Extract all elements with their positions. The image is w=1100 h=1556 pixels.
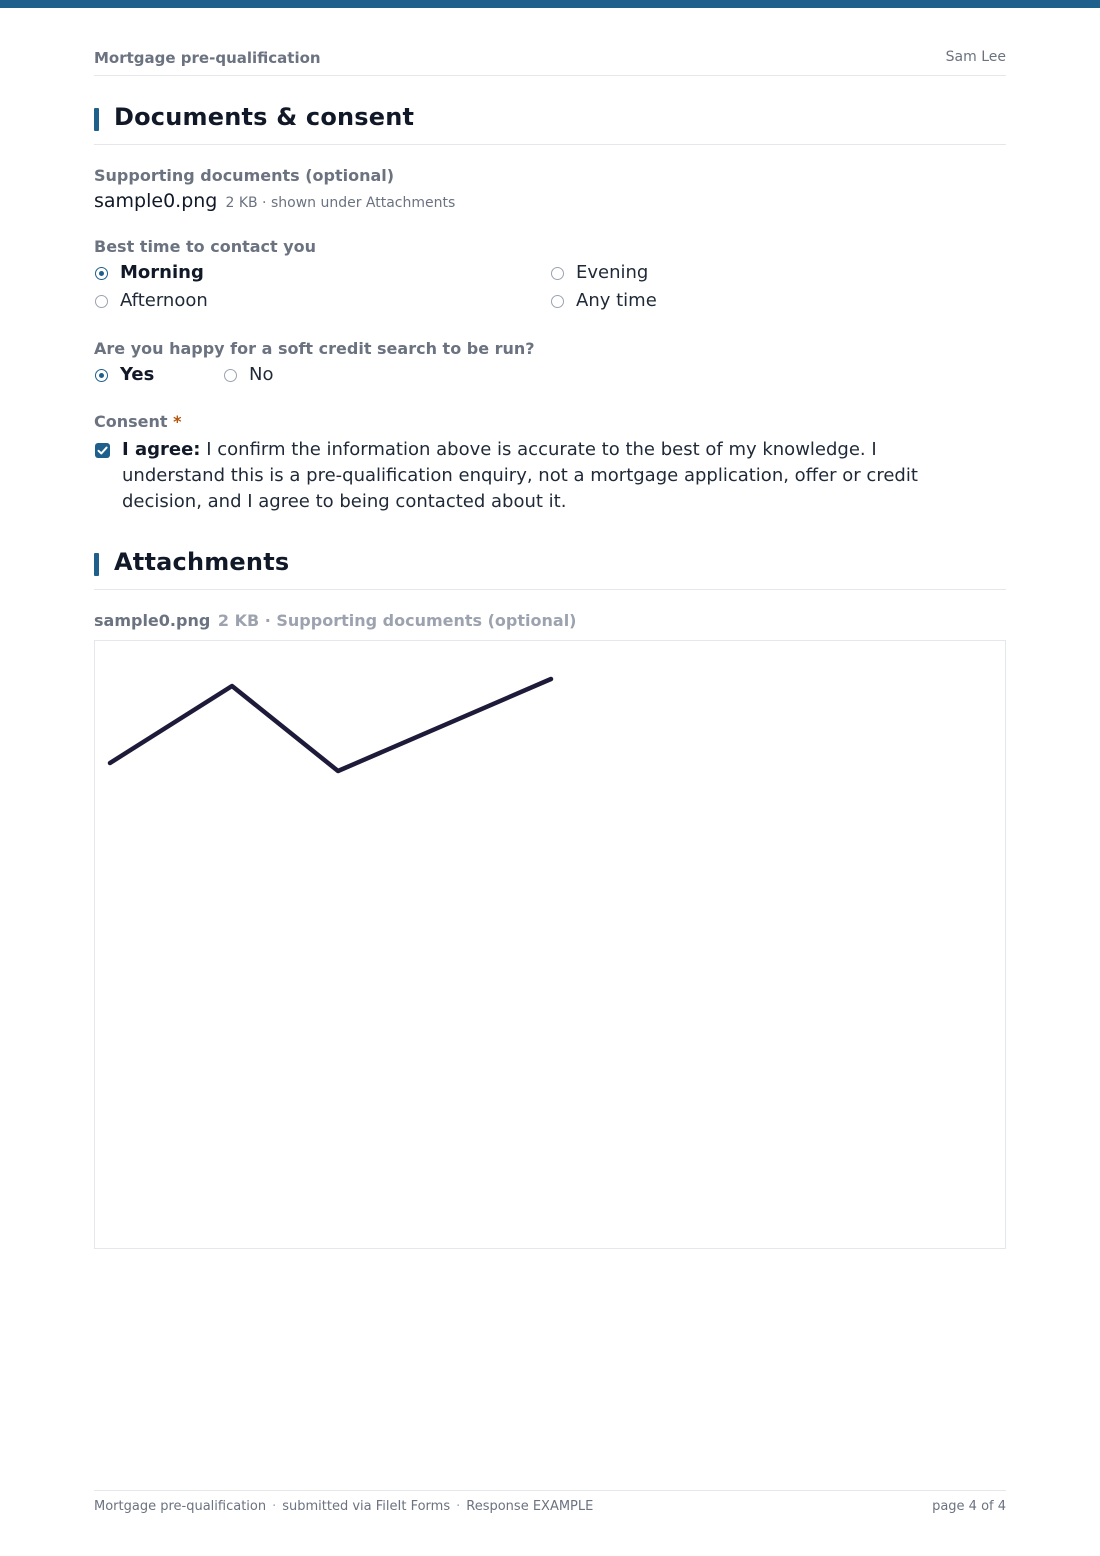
consent-label-text: Consent xyxy=(94,412,168,431)
consent-lead: I agree: xyxy=(122,439,201,460)
section-title: Documents & consent xyxy=(114,103,415,131)
radio-unselected-icon xyxy=(95,295,108,308)
consent-checkbox[interactable] xyxy=(95,443,110,458)
radio-selected-icon xyxy=(95,267,108,280)
section-accent-bar xyxy=(94,108,99,131)
page-header xyxy=(94,48,1006,76)
attachment-caption xyxy=(94,611,576,630)
checkmark-icon xyxy=(95,443,110,458)
section-attachments xyxy=(94,545,1006,590)
section-accent-bar xyxy=(94,553,99,576)
respondent-name: Sam Lee xyxy=(945,49,1006,65)
attachment-preview xyxy=(94,640,1006,1249)
radio-label: Morning xyxy=(120,262,204,283)
radio-unselected-icon xyxy=(551,267,564,280)
sketch-stroke xyxy=(110,679,551,771)
section-title: Attachments xyxy=(114,548,290,576)
credit-search-label: Are you happy for a soft credit search to be run? xyxy=(94,339,535,358)
footer-separator: · xyxy=(456,1499,461,1514)
supporting-docs-label: Supporting documents (optional) xyxy=(94,166,395,185)
section-documents-consent xyxy=(94,100,1006,145)
attachment-meta: 2 KB · Supporting documents (optional) xyxy=(217,611,577,630)
radio-unselected-icon xyxy=(551,295,564,308)
footer-response: Response EXAMPLE xyxy=(466,1499,594,1514)
page-footer xyxy=(94,1490,1006,1521)
supporting-docs-file xyxy=(94,190,455,212)
contact-time-label: Best time to contact you xyxy=(94,237,317,256)
file-name[interactable]: sample0.png xyxy=(94,190,218,212)
required-marker: * xyxy=(173,412,182,431)
consent-label xyxy=(94,412,182,431)
top-accent-bar xyxy=(0,0,1100,8)
footer-separator: · xyxy=(272,1499,277,1514)
footer-info xyxy=(94,1499,593,1514)
radio-label: Yes xyxy=(120,364,155,385)
footer-submitted: submitted via FileIt Forms xyxy=(282,1499,451,1514)
form-title: Mortgage pre-qualification xyxy=(94,49,321,67)
consent-statement xyxy=(122,437,982,515)
radio-label: Evening xyxy=(576,262,649,283)
radio-unselected-icon xyxy=(224,369,237,382)
footer-form-name: Mortgage pre-qualification xyxy=(94,1499,267,1514)
attachment-file-name[interactable]: sample0.png xyxy=(94,611,211,630)
attachment-image xyxy=(95,641,1005,1248)
radio-label: Any time xyxy=(576,290,657,311)
radio-label: No xyxy=(249,364,274,385)
file-meta: 2 KB · shown under Attachments xyxy=(225,195,456,211)
consent-body: I confirm the information above is accurate to the best of my knowledge. I understand this is a pre-qualification enquiry, not a mortgage application, offer or credit decision, and I agree to being contacted about it. xyxy=(122,439,918,512)
radio-selected-icon xyxy=(95,369,108,382)
page-number: page 4 of 4 xyxy=(932,1499,1006,1514)
radio-label: Afternoon xyxy=(120,290,208,311)
